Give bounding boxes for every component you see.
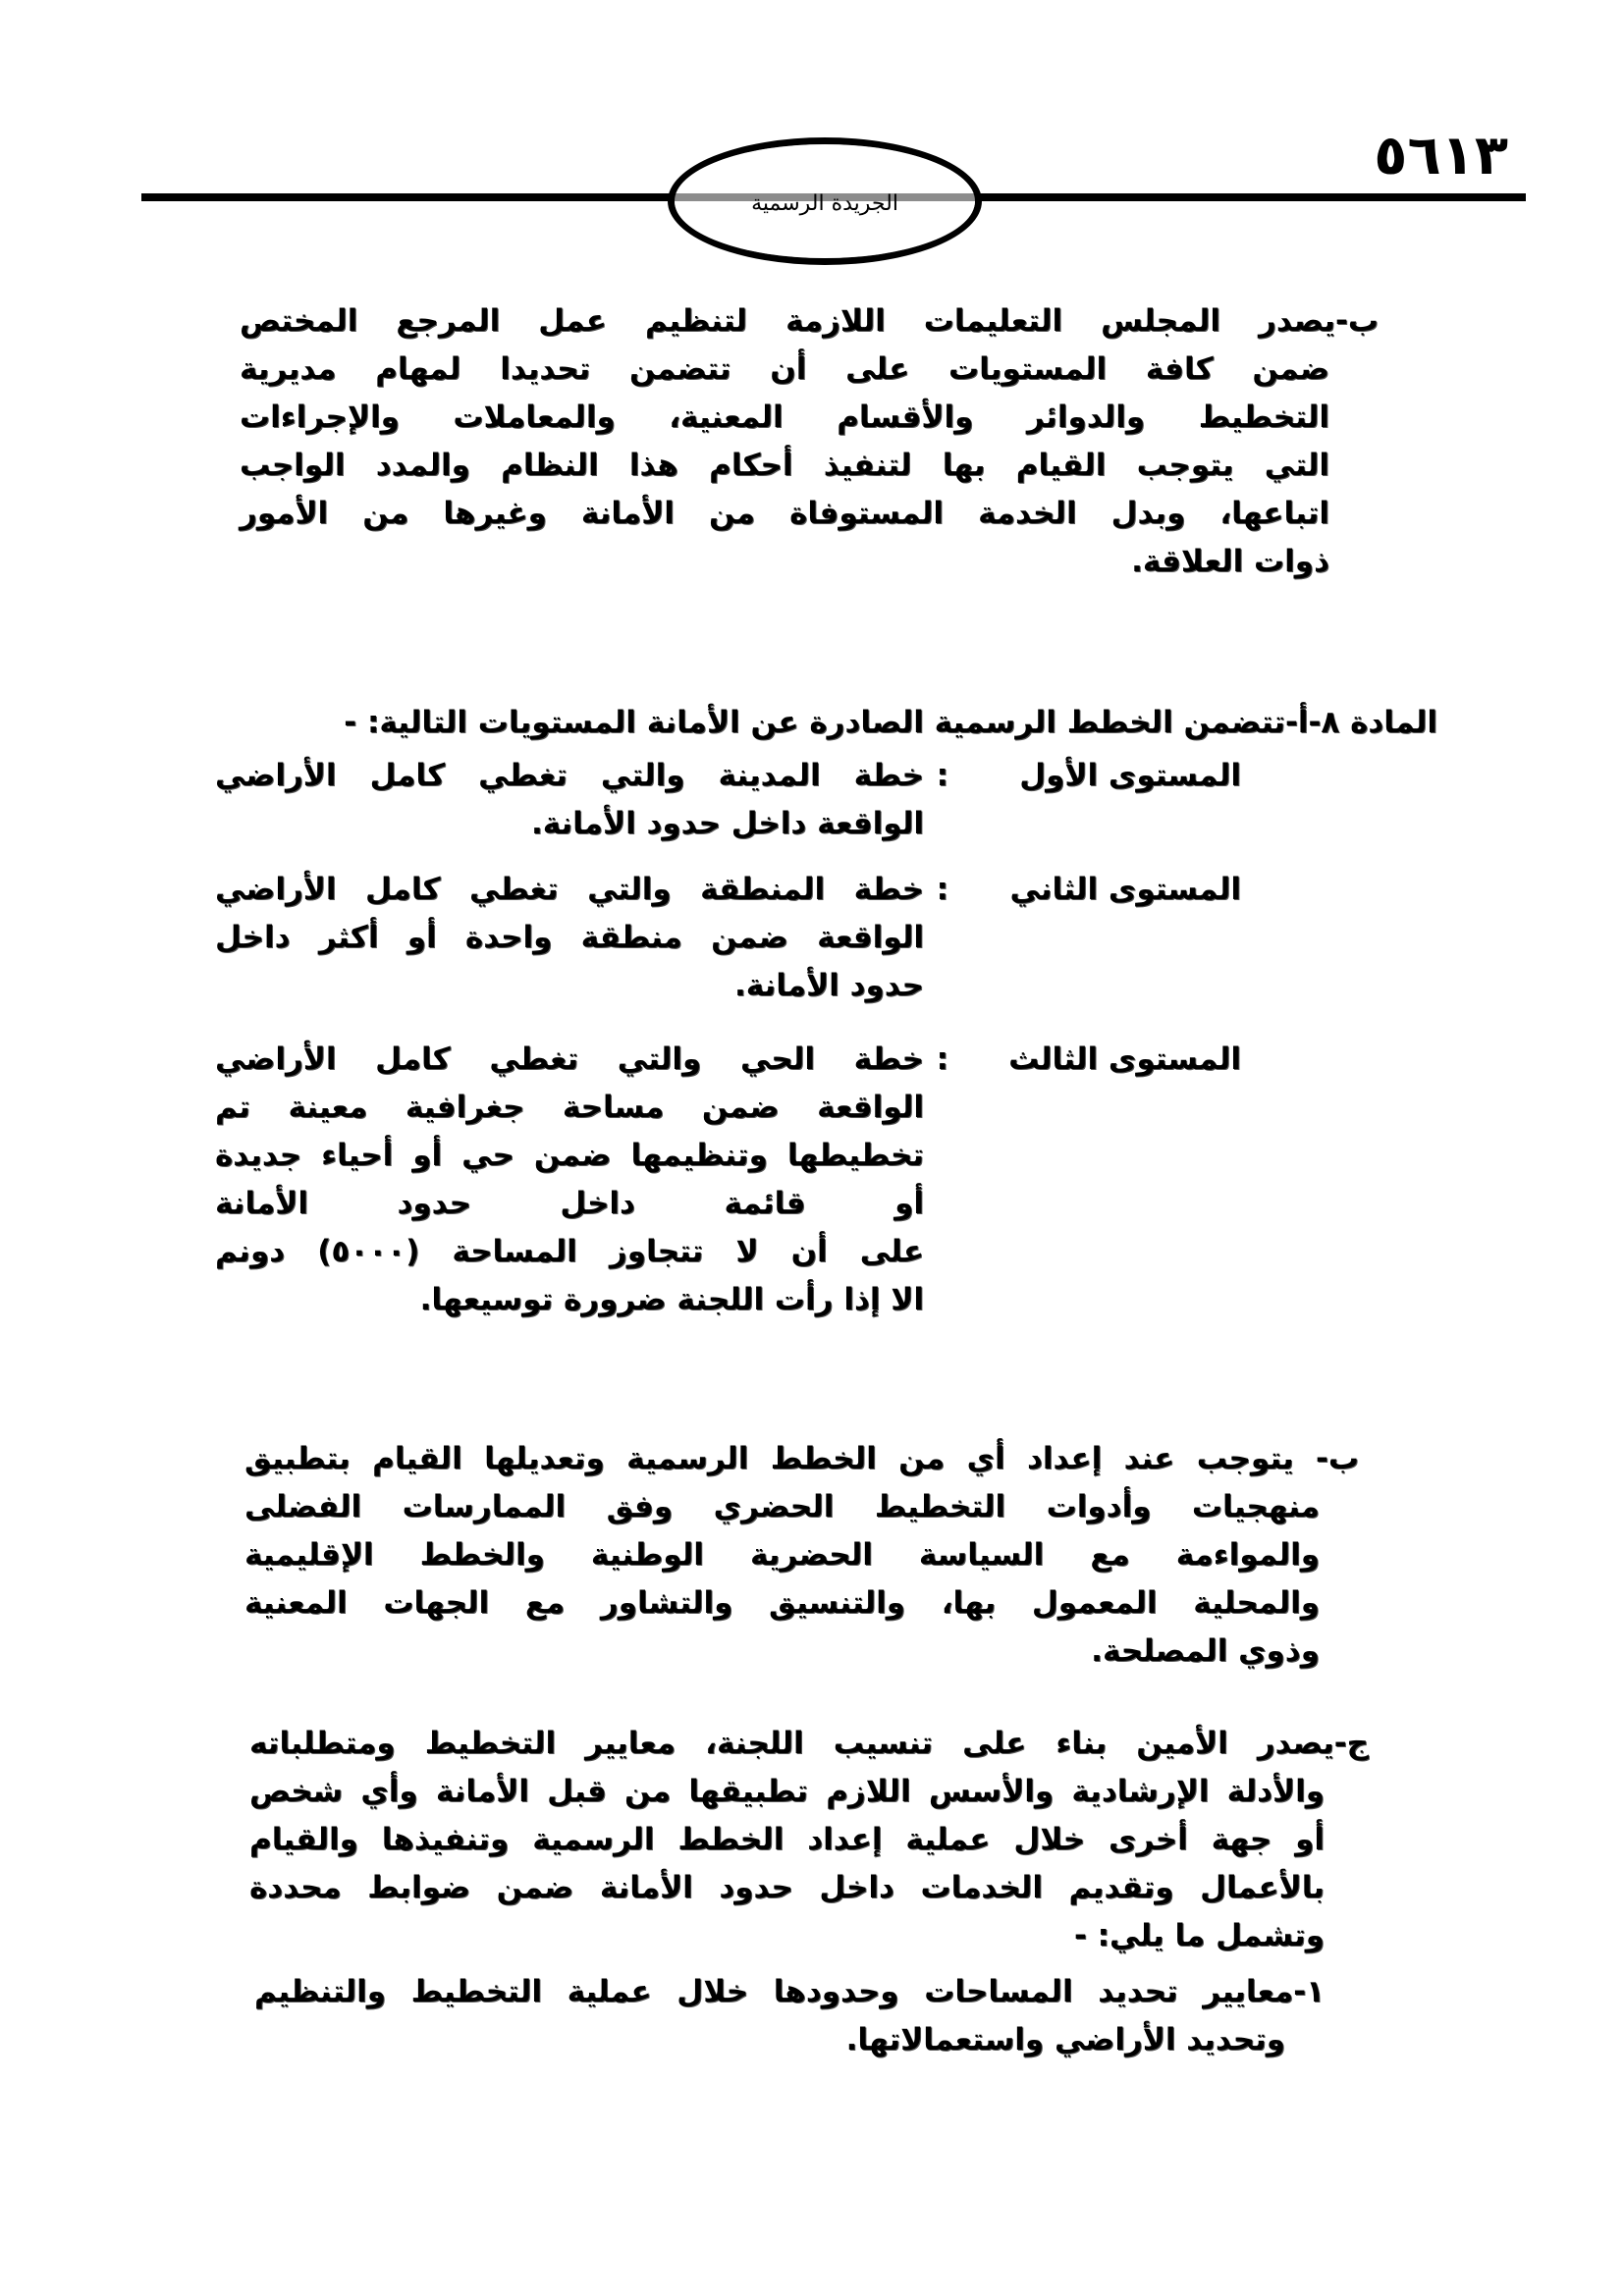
text-line: التي يتوجب القيام بها لتنفيذ أحكام هذا النظام والمدد الواجب bbox=[240, 448, 1329, 483]
text-line: الواقعة ضمن مساحة جغرافية معينة تم bbox=[215, 1090, 924, 1125]
page-number: ٥٦١٣ bbox=[1374, 124, 1508, 187]
text-line: على أن لا تتجاوز المساحة (٥٠٠٠) دونم bbox=[215, 1234, 924, 1269]
paragraph-b-previous bbox=[240, 297, 1379, 586]
level-1-separator: : bbox=[936, 758, 948, 793]
text-line: الواقعة داخل حدود الأمانة. bbox=[530, 806, 924, 841]
text-line: التخطيط والدوائر والأقسام المعنية، والمعاملات والإجراءات bbox=[240, 400, 1329, 435]
text-line: خطة المنطقة والتي تغطي كامل الأراضي bbox=[215, 872, 924, 907]
text-line: أو قائمة داخل حدود الأمانة bbox=[215, 1186, 924, 1221]
text-line: وتحديد الأراضي واستعمالاتها. bbox=[845, 2022, 1285, 2057]
level-3-separator: : bbox=[936, 1041, 948, 1077]
article-heading: المادة ٨-أ-تتضمن الخطط الرسمية الصادرة عن الأمانة المستويات التالية: - bbox=[344, 705, 1437, 740]
text-line: خطة الحي والتي تغطي كامل الأراضي bbox=[215, 1041, 924, 1077]
level-2-label: المستوى الثاني bbox=[1009, 872, 1241, 907]
paragraph-b bbox=[244, 1435, 1359, 1676]
gazette-title-oval bbox=[668, 137, 982, 265]
gazette-title: الجريدة الرسمية bbox=[751, 190, 898, 216]
text-line: ب-يصدر المجلس التعليمات اللازمة لتنظيم عمل المرجع المختص bbox=[240, 303, 1379, 339]
text-line: ١-معايير تحديد المساحات وحدودها خلال عملية التخطيط والتنظيم bbox=[254, 1974, 1325, 2009]
text-line: ب- يتوجب عند إعداد أي من الخطط الرسمية وتعديلها القيام بتطبيق bbox=[244, 1441, 1359, 1476]
level-3-label: المستوى الثالث bbox=[1008, 1041, 1241, 1077]
text-line: بالأعمال وتقديم الخدمات داخل حدود الأمانة ضمن ضوابط محددة bbox=[249, 1870, 1325, 1905]
text-line: ضمن كافة المستويات على أن تتضمن تحديدا لمهام مديرية bbox=[240, 351, 1329, 387]
text-line: ذوات العلاقة. bbox=[1131, 544, 1329, 579]
text-line: والمواءمة مع السياسة الحضرية الوطنية والخطط الإقليمية bbox=[244, 1537, 1320, 1573]
text-line: منهجيات وأدوات التخطيط الحضري وفق الممارسات الفضلى bbox=[244, 1489, 1320, 1524]
article-8-heading bbox=[344, 699, 1437, 747]
text-line: اتباعها، وبدل الخدمة المستوفاة من الأمانة وغيرها من الأمور bbox=[240, 496, 1329, 531]
level-3-description bbox=[215, 1036, 924, 1324]
text-line: وذوي المصلحة. bbox=[1091, 1633, 1320, 1669]
level-1-label: المستوى الأول bbox=[1019, 758, 1241, 793]
level-2-description bbox=[215, 866, 924, 1010]
paragraph-c bbox=[249, 1720, 1369, 1960]
item-1 bbox=[254, 1968, 1325, 2064]
text-line: وتشمل ما يلي: - bbox=[1073, 1918, 1325, 1953]
text-line: حدود الأمانة. bbox=[734, 968, 924, 1003]
text-line: الا إذا رأت اللجنة ضرورة توسيعها. bbox=[419, 1282, 924, 1317]
level-1-description bbox=[215, 752, 924, 848]
text-line: خطة المدينة والتي تغطي كامل الأراضي bbox=[215, 758, 924, 793]
text-line: تخطيطها وتنظيمها ضمن حي أو أحياء جديدة bbox=[215, 1138, 924, 1173]
text-line: أو جهة أخرى خلال عملية إعداد الخطط الرسمية وتنفيذها والقيام bbox=[249, 1822, 1325, 1857]
level-2-separator: : bbox=[936, 872, 948, 907]
text-line: والأدلة الإرشادية والأسس اللازم تطبيقها من قبل الأمانة وأي شخص bbox=[249, 1774, 1325, 1809]
text-line: الواقعة ضمن منطقة واحدة أو أكثر داخل bbox=[215, 920, 924, 955]
text-line: والمحلية المعمول بها، والتنسيق والتشاور مع الجهات المعنية bbox=[244, 1585, 1320, 1621]
text-line: ج-يصدر الأمين بناء على تنسيب اللجنة، معايير التخطيط ومتطلباته bbox=[249, 1726, 1369, 1761]
